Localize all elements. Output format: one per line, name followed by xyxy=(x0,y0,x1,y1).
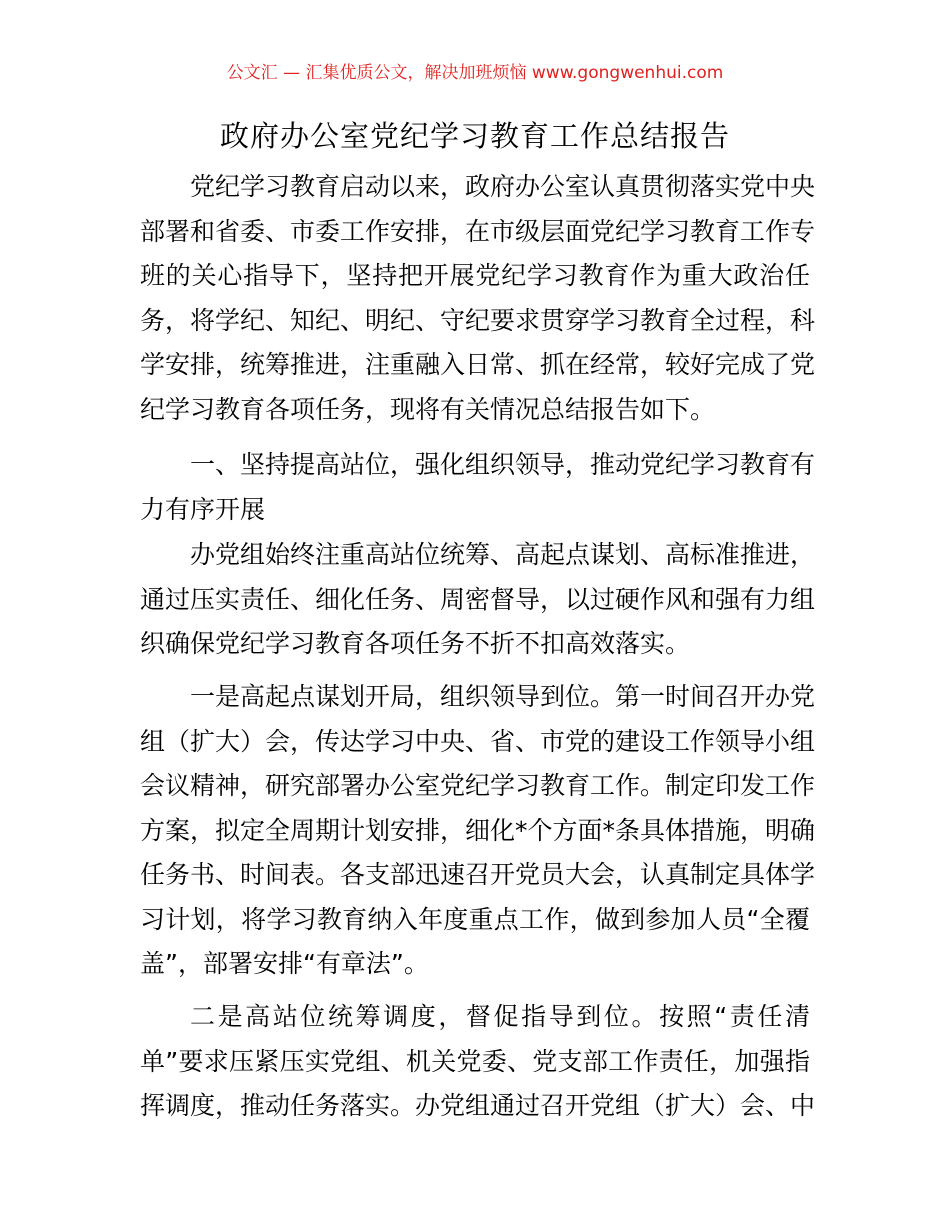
paragraph-line: 方案，拟定全周期计划安排，细化*个方面*条具体措施，明确 xyxy=(140,815,816,845)
paragraph-line: 办党组始终注重高站位统筹、高起点谋划、高标准推进， xyxy=(190,540,816,569)
paragraph-line: 一、坚持提高站位，强化组织领导，推动党纪学习教育有 xyxy=(190,450,816,479)
paragraph-line: 单”要求压紧压实党组、机关党委、党支部工作责任，加强指 xyxy=(140,1046,810,1076)
header-banner: 公文汇 — 汇集优质公文，解决加班烦恼 www.gongwenhui.com xyxy=(226,63,724,83)
paragraph-line: 织确保党纪学习教育各项任务不折不扣高效落实。 xyxy=(140,629,691,658)
paragraph-line: 力有序开展 xyxy=(140,494,266,524)
paragraph-line: 部署和省委、市委工作安排，在市级层面党纪学习教育工作专 xyxy=(140,216,816,246)
paragraph-line: 一是高起点谋划开局，组织领导到位。第一时间召开办党 xyxy=(190,682,816,711)
paragraph-line: 组（扩大）会，传达学习中央、省、市党的建设工作领导小组 xyxy=(140,726,816,756)
paragraph-line: 盖”，部署安排“有章法”。 xyxy=(140,949,429,978)
paragraph-line: 会议精神，研究部署办公室党纪学习教育工作。制定印发工作 xyxy=(140,771,816,800)
paragraph-line: 二是高站位统筹调度，督促指导到位。按照“责任清 xyxy=(190,1002,810,1031)
paragraph-line: 习计划，将学习教育纳入年度重点工作，做到参加人员“全覆 xyxy=(140,904,810,934)
paragraph-line: 纪学习教育各项任务，现将有关情况总结报告如下。 xyxy=(140,394,716,424)
paragraph-line: 务，将学纪、知纪、明纪、守纪要求贯穿学习教育全过程，科 xyxy=(140,305,816,335)
paragraph-line: 挥调度，推动任务落实。办党组通过召开党组（扩大）会、中 xyxy=(140,1091,816,1120)
paragraph-line: 学安排，统筹推进，注重融入日常、抓在经常，较好完成了党 xyxy=(140,350,816,379)
paragraph-line: 通过压实责任、细化任务、周密督导，以过硬作风和强有力组 xyxy=(140,584,816,614)
paragraph-line: 班的关心指导下，坚持把开展党纪学习教育作为重大政治任 xyxy=(140,261,810,290)
document-title: 政府办公室党纪学习教育工作总结报告 xyxy=(219,119,730,153)
paragraph-line: 任务书、时间表。各支部迅速召开党员大会，认真制定具体学 xyxy=(140,860,816,889)
paragraph-line: 党纪学习教育启动以来，政府办公室认真贯彻落实党中央 xyxy=(190,172,816,201)
